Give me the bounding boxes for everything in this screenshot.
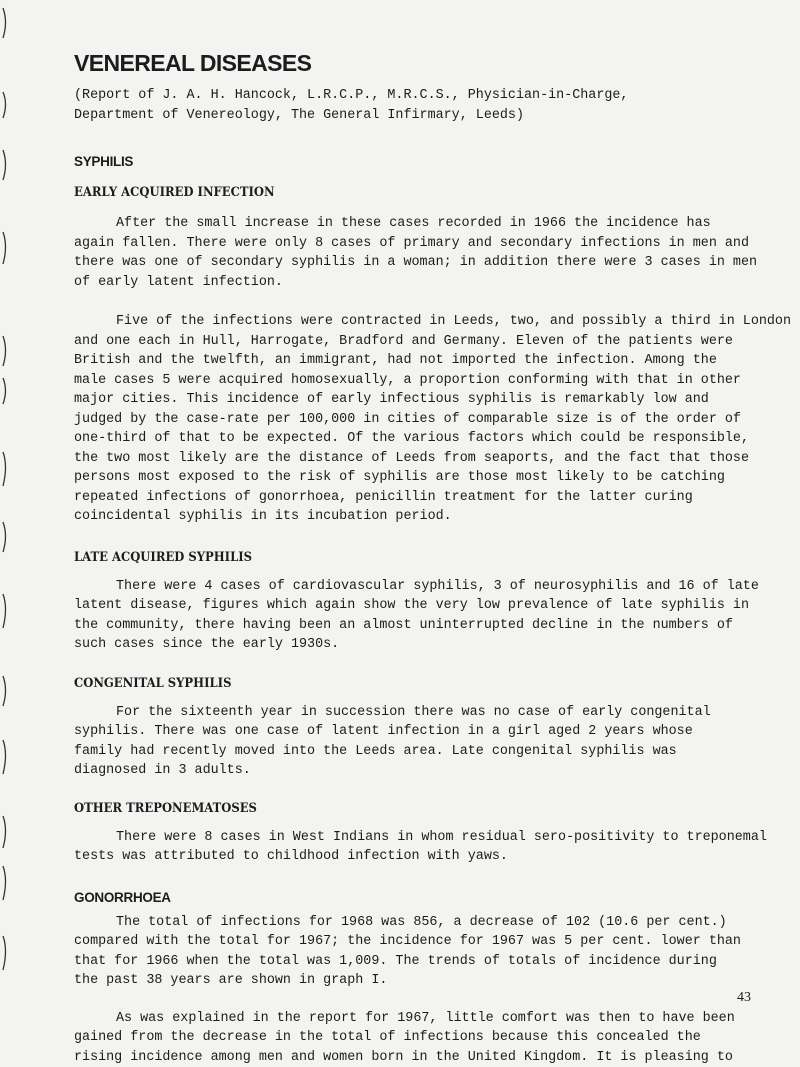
text-line: the two most likely are the distance of Leeds from seaports, and the fact that those (74, 449, 800, 469)
subheading-congenital: CONGENITAL SYPHILIS (74, 674, 742, 692)
document-page (74, 48, 800, 1067)
binding-edge (0, 0, 14, 1013)
text-line: latent disease, figures which again show the very low prevalence of late syphilis in (74, 596, 800, 616)
text-line: family had recently moved into the Leeds area. Late congenital syphilis was (74, 742, 800, 762)
page-number: 43 (737, 990, 751, 1006)
paragraph-other (74, 828, 800, 867)
text-line: again fallen. There were only 8 cases of primary and secondary infections in men and (74, 234, 800, 254)
text-line: For the sixteenth year in succession there was no case of early congenital (74, 703, 800, 723)
text-line: rising incidence among men and women born in the United Kingdom. It is pleasing to (74, 1048, 800, 1067)
text-line: British and the twelfth, an immigrant, had not imported the infection. Among the (74, 351, 800, 371)
section-heading-syphilis: SYPHILIS (74, 153, 800, 171)
text-line: and one each in Hull, Harrogate, Bradford and Germany. Eleven of the patients were (74, 332, 800, 352)
text-line: major cities. This incidence of early infectious syphilis is remarkably low and (74, 390, 800, 410)
text-line: compared with the total for 1967; the incidence for 1967 was 5 per cent. lower than (74, 932, 800, 952)
text-line: repeated infections of gonorrhoea, penicillin treatment for the latter curing (74, 488, 800, 508)
text-line: gained from the decrease in the total of infections because this concealed the (74, 1028, 800, 1048)
text-line: persons most exposed to the risk of syphilis are those most likely to be catching (74, 468, 800, 488)
text-line: male cases 5 were acquired homosexually, a proportion conforming with that in other (74, 371, 800, 391)
text-line: There were 8 cases in West Indians in whom residual sero-positivity to treponemal (74, 828, 800, 848)
text-line: As was explained in the report for 1967, little comfort was then to have been (74, 1009, 800, 1029)
text-line: The total of infections for 1968 was 856, a decrease of 102 (10.6 per cent.) (74, 913, 800, 933)
paragraph-early-2 (74, 312, 800, 527)
text-line: There were 4 cases of cardiovascular syphilis, 3 of neurosyphilis and 16 of late (74, 577, 800, 597)
report-line: Department of Venereology, The General Infirmary, Leeds) (74, 106, 800, 126)
text-line: the community, there having been an almost uninterrupted decline in the numbers of (74, 616, 800, 636)
report-attribution (74, 86, 800, 125)
text-line: tests was attributed to childhood infection with yaws. (74, 847, 800, 867)
paragraph-early-1 (74, 214, 800, 292)
text-line: there was one of secondary syphilis in a woman; in addition there were 3 cases in men (74, 253, 800, 273)
document-title: VENEREAL DISEASES (74, 48, 800, 78)
subheading-late-acquired: LATE ACQUIRED SYPHILIS (74, 548, 742, 566)
text-line: coincidental syphilis in its incubation period. (74, 507, 800, 527)
text-line: After the small increase in these cases recorded in 1966 the incidence has (74, 214, 800, 234)
paragraph-gonorrhoea-2 (74, 1009, 800, 1067)
text-line: Five of the infections were contracted in Leeds, two, and possibly a third in London (74, 312, 800, 332)
text-line: such cases since the early 1930s. (74, 635, 800, 655)
text-line: the past 38 years are shown in graph I. (74, 971, 800, 991)
subheading-early-acquired: EARLY ACQUIRED INFECTION (74, 183, 742, 201)
text-line: syphilis. There was one case of latent infection in a girl aged 2 years whose (74, 722, 800, 742)
subheading-other-treponematoses: OTHER TREPONEMATOSES (74, 799, 742, 817)
text-line: of early latent infection. (74, 273, 800, 293)
paragraph-congenital (74, 703, 800, 781)
text-line: that for 1966 when the total was 1,009. The trends of totals of incidence during (74, 952, 800, 972)
paragraph-late (74, 577, 800, 655)
text-line: diagnosed in 3 adults. (74, 761, 800, 781)
text-line: one-third of that to be expected. Of the various factors which could be responsible, (74, 429, 800, 449)
section-heading-gonorrhoea: GONORRHOEA (74, 889, 800, 907)
text-line: judged by the case-rate per 100,000 in cities of comparable size is of the order of (74, 410, 800, 430)
paragraph-gonorrhoea-1 (74, 913, 800, 991)
report-line: (Report of J. A. H. Hancock, L.R.C.P., M.R.C.S., Physician-in-Charge, (74, 86, 800, 106)
